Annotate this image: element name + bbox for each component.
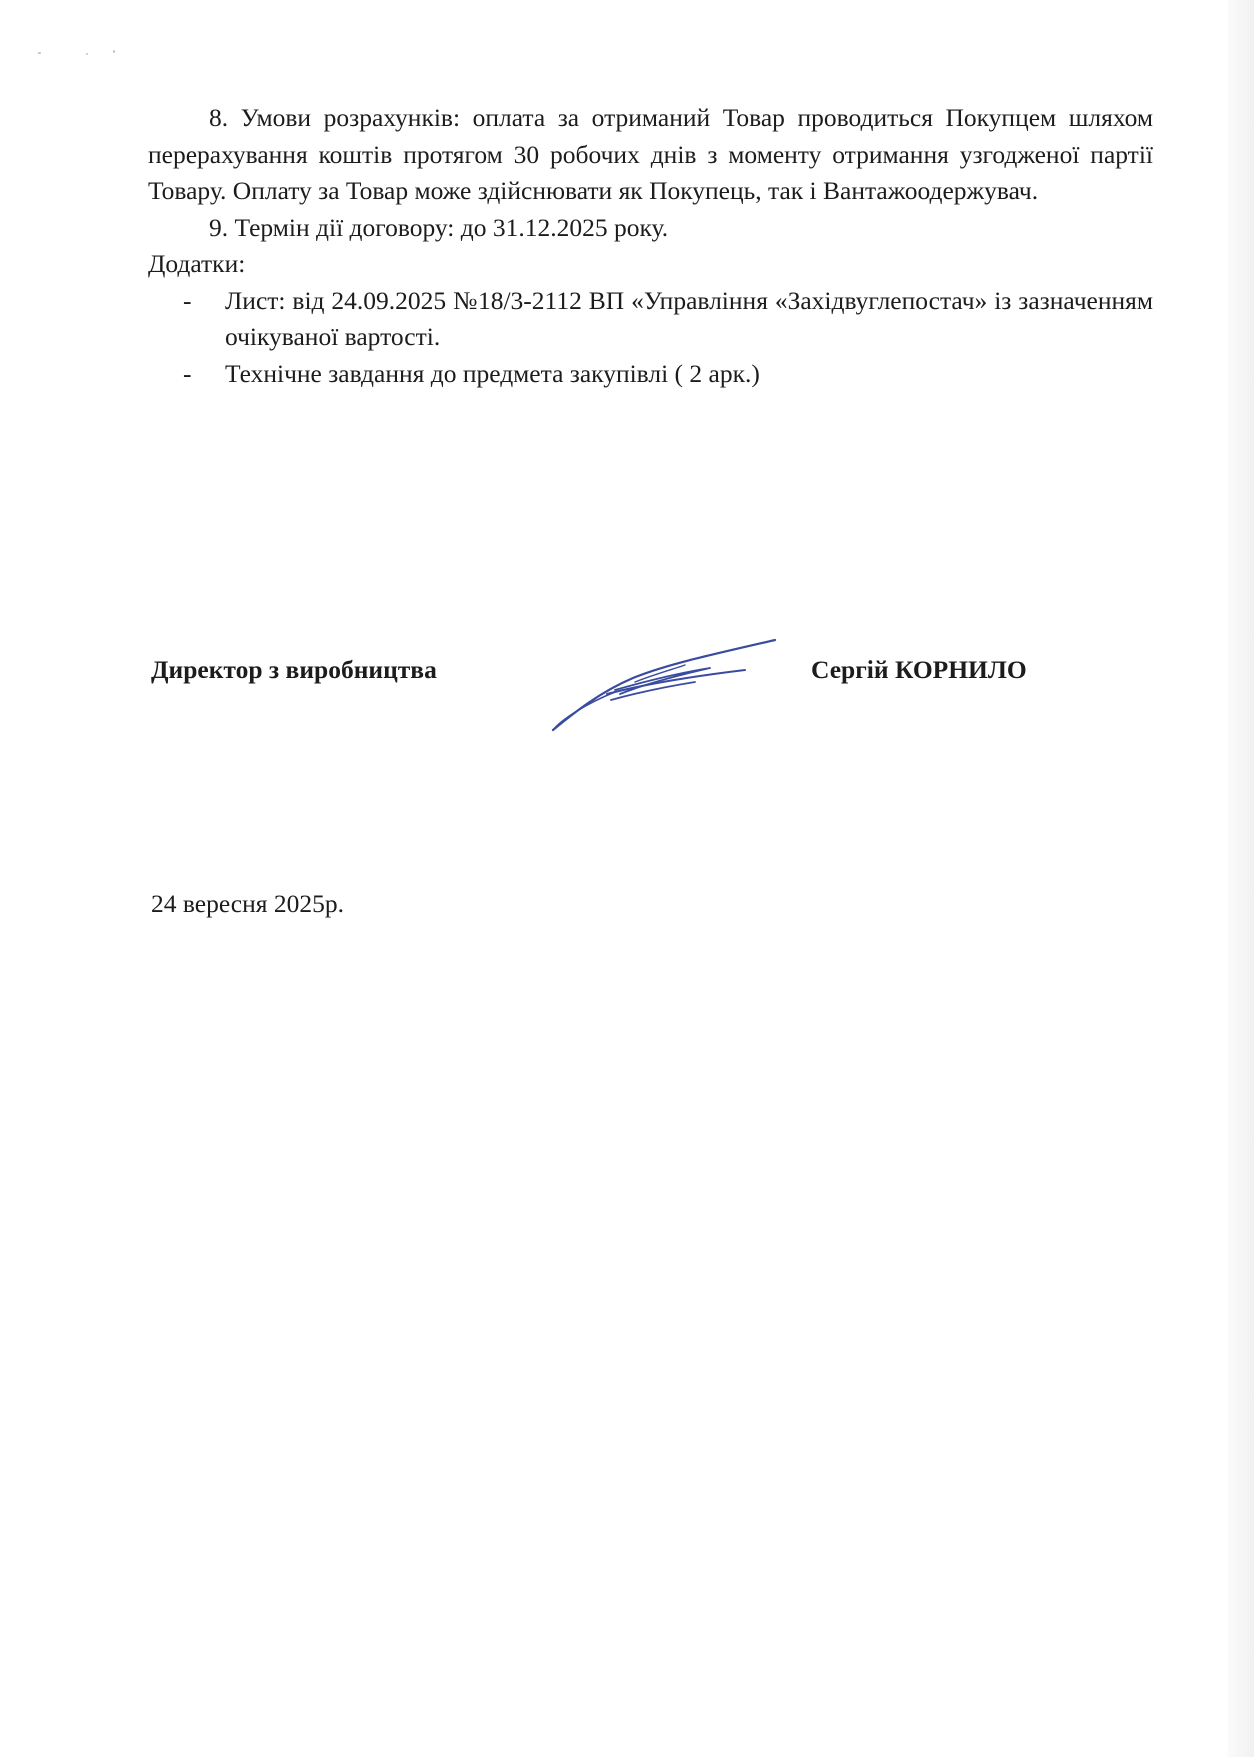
scan-speck xyxy=(86,53,88,55)
handwritten-signature xyxy=(545,632,785,742)
list-dash-marker: - xyxy=(183,285,192,315)
attachments-list xyxy=(148,283,1153,393)
document-body xyxy=(148,100,1153,392)
attachment-item xyxy=(148,283,1153,356)
signer-name: Сергій КОРНИЛО xyxy=(811,655,1027,684)
scan-speck xyxy=(113,50,115,53)
document-date: 24 вересня 2025р. xyxy=(151,889,344,918)
clause-9-contract-term: 9. Термін дії договору: до 31.12.2025 року. xyxy=(209,212,669,242)
attachment-item xyxy=(148,356,1153,393)
clause-8-payment-terms: 8. Умови розрахунків: оплата за отриманий Товар проводиться Покупцем шляхом перерахування коштів протягом 30 робочих днів з моменту отримання узгодженої партії Товару. Оплату за Товар може здійснювати як Покупець, так і Вантажоодержувач. xyxy=(148,103,1153,205)
attachments-label: Додатки: xyxy=(148,249,246,278)
scan-edge-shadow xyxy=(1228,0,1254,1757)
scan-speck xyxy=(38,52,41,54)
signature-stroke xyxy=(553,692,615,730)
signature-stroke xyxy=(553,640,775,730)
list-dash-marker: - xyxy=(183,358,192,388)
attachment-text: Лист: від 24.09.2025 №18/3-2112 ВП «Управління «Західвуглепостач» із зазначенням очікуваної вартості. xyxy=(225,285,1153,351)
signer-position: Директор з виробництва xyxy=(151,655,437,684)
attachment-text: Технічне завдання до предмета закупівлі ( 2 арк.) xyxy=(225,358,760,388)
